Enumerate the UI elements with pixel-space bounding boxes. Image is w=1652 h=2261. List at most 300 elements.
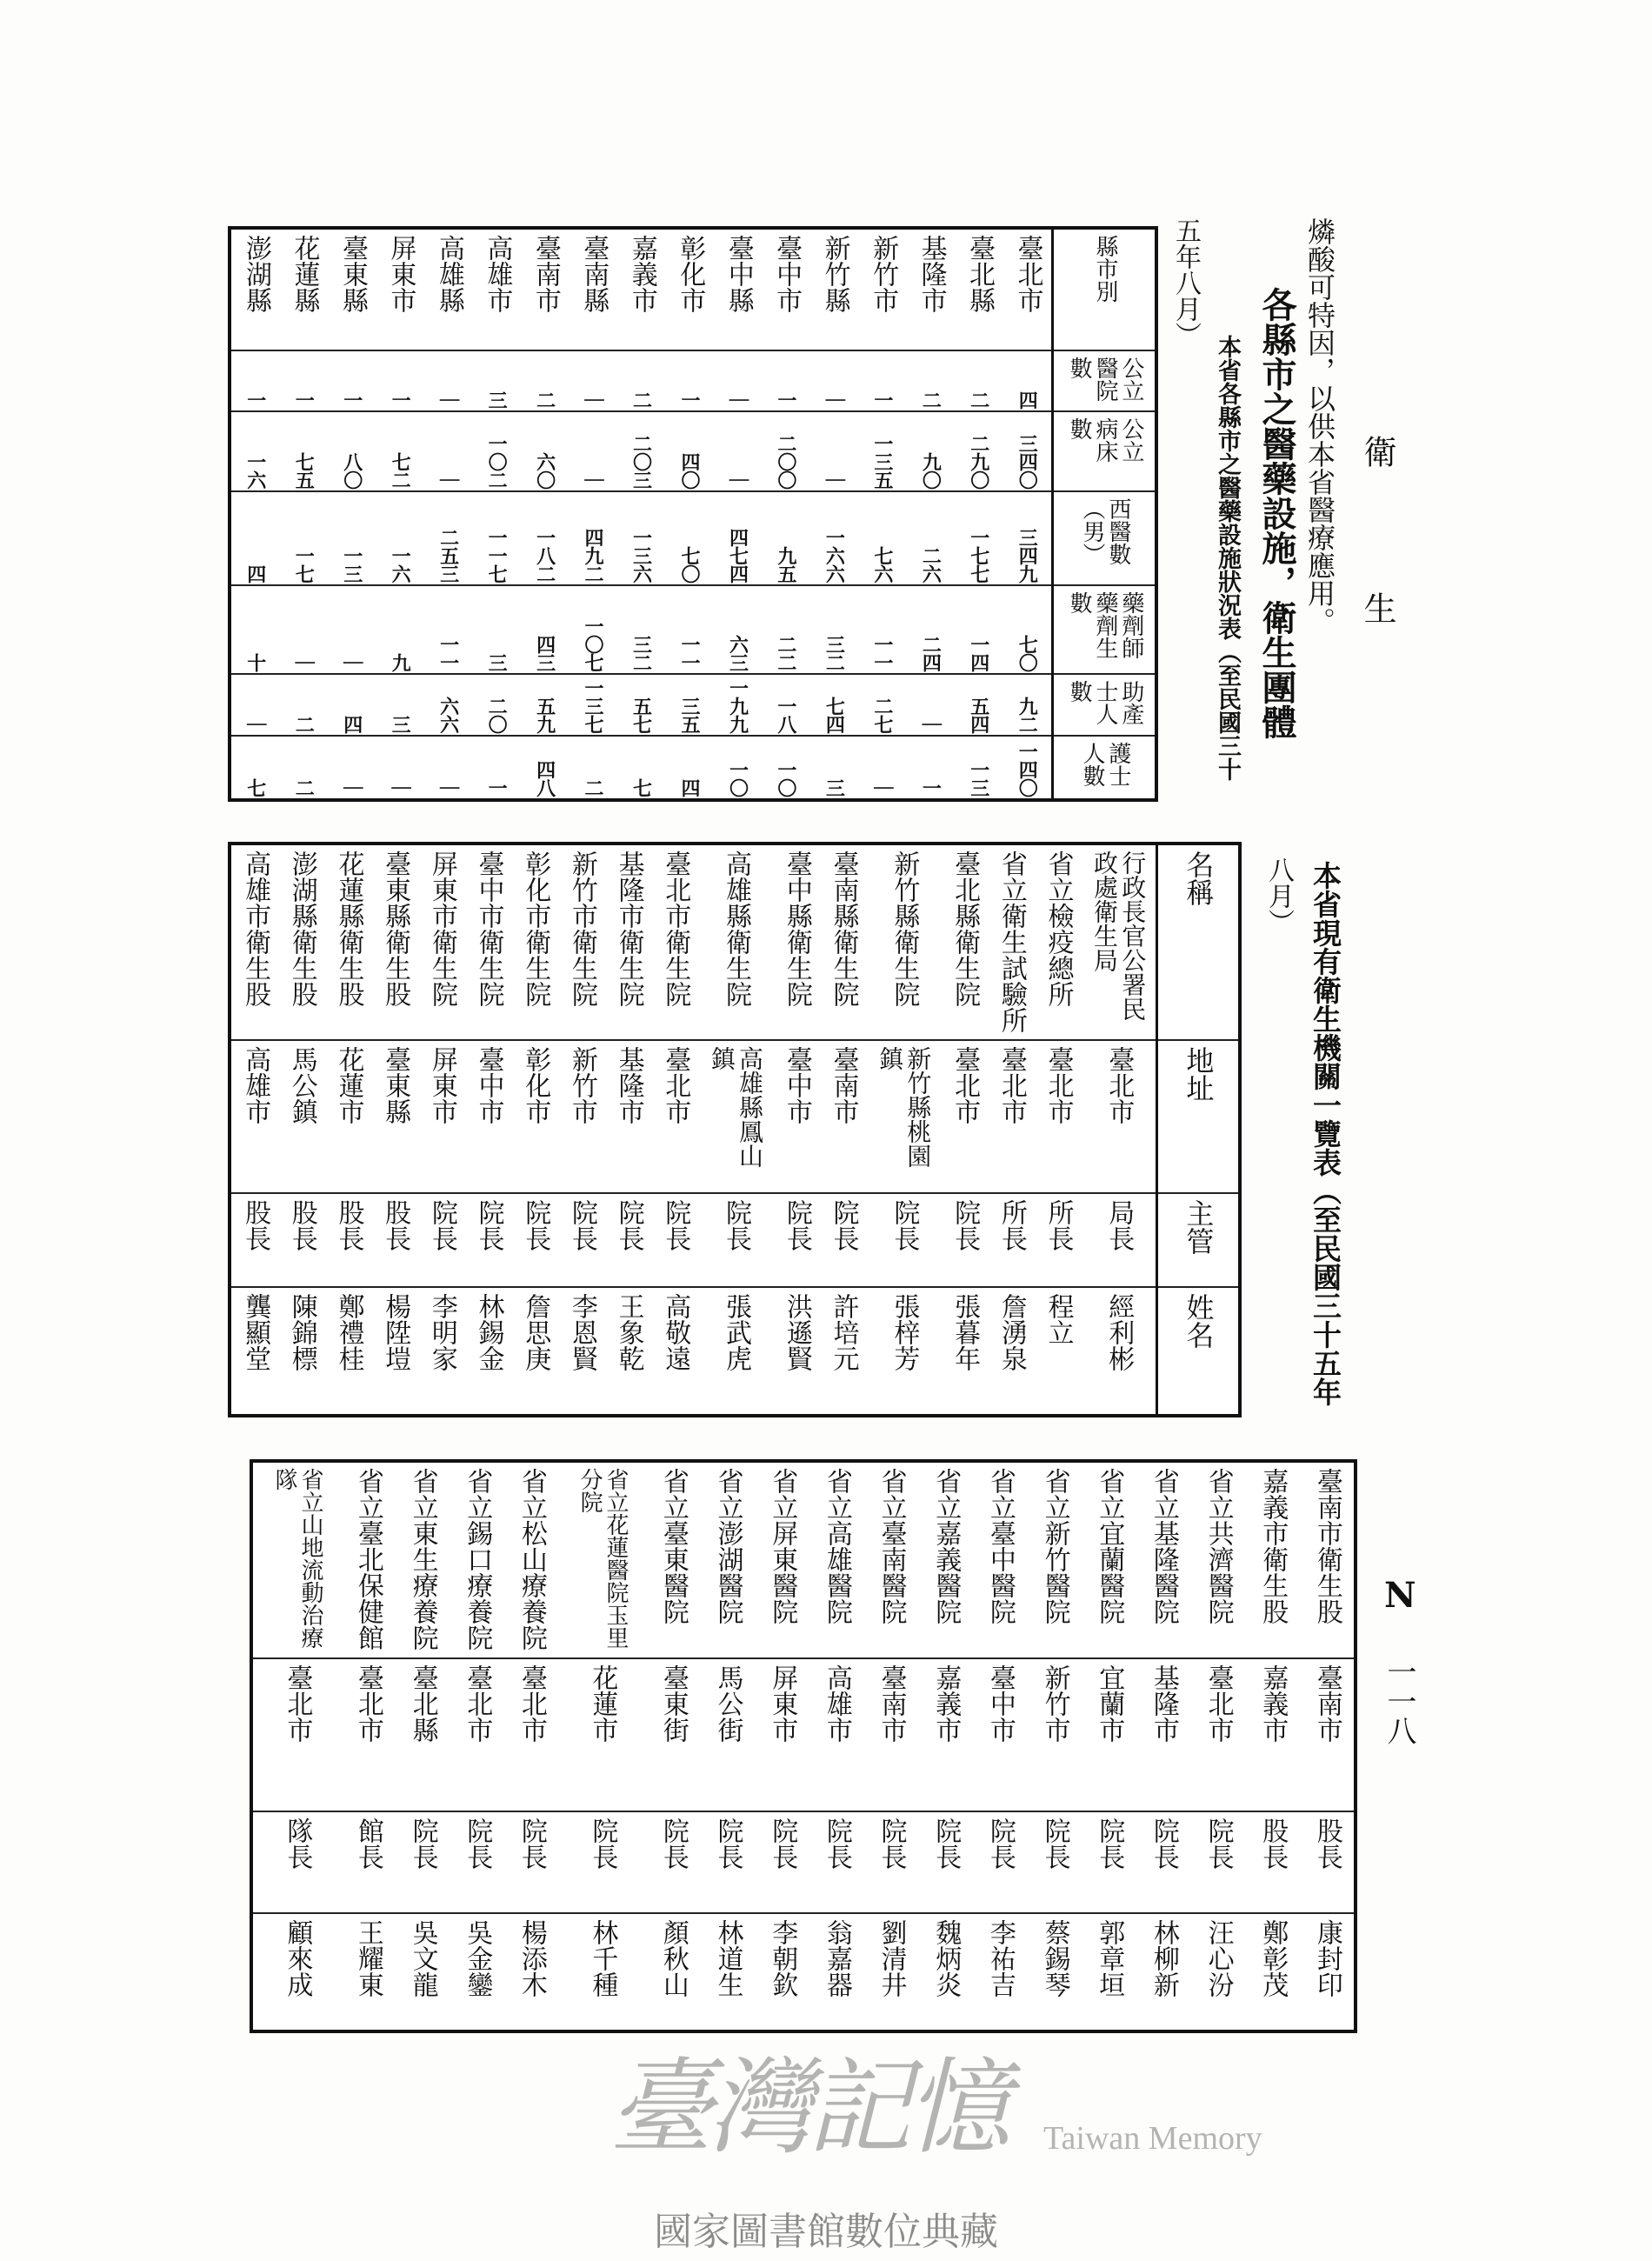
cell-地址: 臺北市: [988, 1041, 1035, 1194]
cell-姓名: 張暮年: [949, 1293, 981, 1371]
cell-主管: 股長: [278, 1194, 325, 1288]
cell-縣市別: 臺北市: [1003, 230, 1051, 351]
cell-姓名: 程立: [1042, 1293, 1074, 1345]
intro-line: 燐酸可特因，以供本省醫療應用。: [1303, 217, 1336, 635]
cell-助產士人數: 三: [376, 675, 423, 737]
table-row: [698, 845, 773, 1414]
cell-藥劑師藥劑生數: ｜: [328, 586, 376, 676]
cell-護士人數: 二: [292, 778, 316, 797]
cell-助產士人數: 五七: [617, 675, 665, 737]
cell-名稱: 澎湖縣衛生股: [278, 845, 325, 1041]
table-row: [1190, 1463, 1245, 2030]
cell-1: 宜蘭市: [1082, 1659, 1136, 1812]
cell-0: 省立高雄醫院: [809, 1463, 863, 1659]
table-row: [1245, 1463, 1300, 2030]
cell-藥劑師藥劑生數: 十: [231, 586, 279, 676]
cell-名稱: 臺北市衛生院: [651, 845, 698, 1041]
cell-名稱: 臺中縣衛生院: [773, 845, 820, 1041]
table-row: [1081, 845, 1156, 1414]
cell-3: 康封印: [1311, 1919, 1342, 1998]
cell-助產士人數: 九二: [1003, 675, 1051, 737]
cell-助產士人數: ｜: [907, 675, 955, 737]
cell-主管: 院長: [651, 1194, 698, 1288]
cell-名稱: 彰化市衛生院: [511, 845, 558, 1041]
cell-助產士人數: 五九: [521, 675, 569, 737]
cell-公立醫院數: 一: [858, 351, 906, 413]
cell-主管: 院長: [773, 1194, 820, 1288]
cell-3: 李祐吉: [984, 1919, 1016, 1998]
cell-1: 嘉義市: [1245, 1659, 1300, 1812]
cell-主管: 股長: [324, 1194, 371, 1288]
cell-縣市別: 高雄縣: [424, 230, 472, 351]
table-row: [1034, 845, 1081, 1414]
cell-名稱: 臺中市衛生院: [464, 845, 511, 1041]
cell-縣市別: 澎湖縣: [231, 230, 279, 351]
cell-助產士人數: 三五: [665, 675, 713, 737]
cell-助產士人數: 一八: [762, 675, 809, 737]
running-head-right: 生: [1358, 591, 1396, 624]
cell-1: 臺中市: [972, 1659, 1027, 1812]
cell-0: 省立澎湖醫院: [700, 1463, 755, 1659]
cell-0: 省立共濟醫院: [1190, 1463, 1245, 1659]
column-header: 地址: [1158, 1041, 1238, 1194]
footer-credit: 國家圖書館數位典藏: [654, 2210, 998, 2254]
cell-主管: 院長: [464, 1194, 511, 1288]
cell-護士人數: 一〇: [726, 760, 749, 797]
cell-名稱: 基隆市衛生院: [604, 845, 651, 1041]
cell-西醫數（男）: 一七: [280, 492, 328, 586]
cell-1: 臺北市: [450, 1659, 504, 1812]
cell-主管: 院長: [511, 1194, 558, 1288]
cell-公立病床數: 一三五: [858, 412, 906, 492]
cell-助產士人數: ｜: [231, 675, 279, 737]
cell-3: 翁嘉器: [821, 1919, 852, 1998]
cell-公立病床數: 四〇: [665, 412, 713, 492]
cell-2: 院長: [918, 1812, 973, 1914]
table-row: [569, 230, 616, 798]
cell-2: 院長: [972, 1812, 1027, 1914]
cell-公立醫院數: ｜: [714, 351, 762, 413]
cell-0: 省立花蓮醫院玉里分院: [558, 1463, 645, 1659]
cell-姓名: 張武虎: [721, 1293, 752, 1371]
cell-公立病床數: ｜: [714, 412, 762, 492]
cell-護士人數: ｜: [389, 778, 412, 797]
cell-公立病床數: 二〇三: [617, 412, 665, 492]
cell-3: 汪心汾: [1202, 1919, 1234, 1998]
cell-助產士人數: 四: [328, 675, 376, 737]
table-row: [858, 230, 906, 798]
cell-3: 吳文龍: [407, 1919, 438, 1998]
cell-縣市別: 嘉義市: [617, 230, 665, 351]
cell-3: 郭章垣: [1094, 1919, 1125, 1998]
cell-名稱: 臺東縣衛生股: [371, 845, 418, 1041]
cell-姓名: 王象乾: [613, 1293, 644, 1371]
table-row: [866, 845, 941, 1414]
cell-地址: 臺北市: [1081, 1041, 1156, 1194]
cell-主管: 院長: [558, 1194, 605, 1288]
column-header: 西醫數（男）: [1054, 492, 1155, 586]
cell-3: 蔡錫琴: [1039, 1919, 1070, 1998]
cell-公立醫院數: 三: [472, 351, 520, 413]
cell-公立病床數: 三四〇: [1003, 412, 1051, 492]
table-row: [424, 230, 472, 798]
cell-縣市別: 臺東縣: [328, 230, 376, 351]
column-header: 縣市別: [1054, 230, 1155, 351]
table-row: [1299, 1463, 1354, 2030]
table-row: [231, 845, 278, 1414]
cell-藥劑師藥劑生數: 一一: [665, 586, 713, 676]
cell-3: 李朝欽: [767, 1919, 798, 1998]
cell-0: 省立東生療養院: [395, 1463, 450, 1659]
section-heading: 各縣市之醫藥設施，衛生團體: [1256, 287, 1297, 739]
column-header: 主管: [1158, 1194, 1238, 1288]
table-row: [714, 230, 762, 798]
cell-公立病床數: ｜: [424, 412, 472, 492]
cell-3: 楊添木: [516, 1919, 547, 1998]
cell-2: 隊長: [253, 1812, 340, 1914]
column-header: 姓名: [1182, 1293, 1216, 1349]
cell-3: 顧來成: [282, 1919, 313, 1998]
cell-西醫數（男）: 七六: [858, 492, 906, 586]
cell-2: 院長: [1190, 1812, 1245, 1914]
cell-姓名: 林錫金: [473, 1293, 504, 1371]
cell-助產士人數: 一三七: [569, 675, 616, 737]
cell-2: 院長: [863, 1812, 918, 1914]
column-header: 助產士人數: [1054, 675, 1155, 737]
cell-2: 院長: [809, 1812, 863, 1914]
cell-公立病床數: ｜: [810, 412, 858, 492]
cell-縣市別: 新竹市: [858, 230, 906, 351]
cell-縣市別: 高雄市: [472, 230, 520, 351]
cell-藥劑師藥劑生數: 四三: [521, 586, 569, 676]
cell-2: 館長: [340, 1812, 395, 1914]
cell-名稱: 臺北縣衛生院: [941, 845, 988, 1041]
cell-1: 臺北市: [1190, 1659, 1245, 1812]
cell-公立病床數: 一六: [231, 412, 279, 492]
cell-2: 院長: [1027, 1812, 1082, 1914]
cell-主管: 院長: [866, 1194, 941, 1288]
cell-1: 臺北縣: [395, 1659, 450, 1812]
table-row: [773, 845, 820, 1414]
cell-地址: 臺南市: [819, 1041, 866, 1194]
cell-2: 股長: [1299, 1812, 1354, 1914]
cell-姓名: 陳錦標: [286, 1293, 317, 1371]
table-row: [604, 845, 651, 1414]
table-row: [521, 230, 569, 798]
table-row: [1136, 1463, 1190, 2030]
table-row: [340, 1463, 395, 2030]
cell-2: 院長: [645, 1812, 700, 1914]
table-row: [328, 230, 376, 798]
cell-3: 林柳新: [1148, 1919, 1179, 1998]
cell-西醫數（男）: 三四九: [1003, 492, 1051, 586]
cell-西醫數（男）: 一三: [328, 492, 376, 586]
cell-2: 院長: [558, 1812, 645, 1914]
cell-0: 嘉義市衛生股: [1245, 1463, 1300, 1659]
cell-護士人數: ｜: [870, 778, 894, 797]
table-row: [472, 230, 520, 798]
cell-3: 王耀東: [352, 1919, 383, 1998]
cell-藥劑師藥劑生數: 一一: [424, 586, 472, 676]
cell-3: 鄭彰茂: [1257, 1919, 1289, 1998]
header-column: [1051, 230, 1155, 798]
cell-0: 省立宜蘭醫院: [1082, 1463, 1136, 1659]
cell-公立醫院數: ｜: [569, 351, 616, 413]
cell-藥劑師藥劑生數: 一四: [955, 586, 1003, 676]
cell-地址: 臺北市: [1034, 1041, 1081, 1194]
table-row: [278, 845, 325, 1414]
cell-護士人數: 七: [243, 778, 267, 797]
cell-2: 院長: [1136, 1812, 1190, 1914]
cell-西醫數（男）: 一八二: [521, 492, 569, 586]
cell-藥劑師藥劑生數: 一一: [858, 586, 906, 676]
table-row: [988, 845, 1035, 1414]
cell-藥劑師藥劑生數: 三二: [617, 586, 665, 676]
cell-縣市別: 基隆市: [907, 230, 955, 351]
cell-姓名: 龔顯堂: [240, 1293, 271, 1371]
cell-名稱: 屏東市衛生院: [418, 845, 465, 1041]
table-row: [1082, 1463, 1136, 2030]
cell-公立病床數: 七二: [376, 412, 423, 492]
table-row: [503, 1463, 558, 2030]
cell-助產士人數: 六六: [424, 675, 472, 737]
cell-西醫數（男）: 一六: [376, 492, 423, 586]
cell-公立醫院數: ｜: [810, 351, 858, 413]
cell-1: 基隆市: [1136, 1659, 1190, 1812]
cell-護士人數: 一四〇: [1016, 742, 1039, 797]
cell-西醫數（男）: 二六: [907, 492, 955, 586]
cell-1: 高雄市: [809, 1659, 863, 1812]
table-row: [651, 845, 698, 1414]
cell-0: 省立臺中醫院: [972, 1463, 1027, 1659]
cell-地址: 屏東市: [418, 1041, 465, 1194]
cell-護士人數: 一〇: [774, 760, 797, 797]
cell-公立醫院數: 一: [231, 351, 279, 413]
table-row: [863, 1463, 918, 2030]
cell-1: 花蓮市: [558, 1659, 645, 1812]
cell-0: 省立山地流動治療隊: [253, 1463, 340, 1659]
cell-藥劑師藥劑生數: 一〇七: [569, 586, 616, 676]
cell-地址: 臺中市: [773, 1041, 820, 1194]
cell-公立醫院數: 二: [521, 351, 569, 413]
cell-地址: 新竹市: [558, 1041, 605, 1194]
column-header: 名稱: [1158, 845, 1238, 1041]
cell-地址: 彰化市: [511, 1041, 558, 1194]
cell-主管: 院長: [941, 1194, 988, 1288]
cell-護士人數: 一三: [967, 760, 990, 797]
cell-護士人數: ｜: [340, 778, 363, 797]
cell-縣市別: 臺北縣: [955, 230, 1003, 351]
institutions-table-continued: [250, 1459, 1357, 2033]
cell-0: 省立臺東醫院: [645, 1463, 700, 1659]
table-row: [450, 1463, 504, 2030]
cell-公立醫院數: ｜: [424, 351, 472, 413]
cell-公立病床數: 二〇〇: [762, 412, 809, 492]
table-row: [231, 230, 279, 798]
cell-主管: 院長: [698, 1194, 773, 1288]
table-row: [645, 1463, 700, 2030]
cell-1: 屏東市: [755, 1659, 809, 1812]
cell-地址: 臺北市: [651, 1041, 698, 1194]
cell-0: 省立臺南醫院: [863, 1463, 918, 1659]
cell-西醫數（男）: 一七七: [955, 492, 1003, 586]
table-row: [617, 230, 665, 798]
cell-公立病床數: 九〇: [907, 412, 955, 492]
table-row: [665, 230, 713, 798]
table-row: [253, 1463, 340, 2030]
table-row: [371, 845, 418, 1414]
cell-公立醫院數: 二: [955, 351, 1003, 413]
table2-title-cont: 八月）: [1263, 857, 1294, 935]
cell-公立醫院數: 一: [376, 351, 423, 413]
table-row: [819, 845, 866, 1414]
table-row: [1003, 230, 1051, 798]
cell-名稱: 高雄縣衛生院: [698, 845, 773, 1041]
cell-公立病床數: 七五: [280, 412, 328, 492]
cell-姓名: 經利彬: [1103, 1293, 1135, 1371]
cell-3: 吳金鑾: [462, 1919, 493, 1998]
table-row: [558, 1463, 645, 2030]
table1-title: 本省各縣市之醫藥設施狀況表（至民國三十: [1214, 335, 1241, 781]
cell-姓名: 許培元: [828, 1293, 859, 1371]
cell-2: 院長: [700, 1812, 755, 1914]
cell-主管: 局長: [1081, 1194, 1156, 1288]
watermark-text: Taiwan Memory: [1043, 2120, 1262, 2157]
cell-西醫數（男）: 四七四: [714, 492, 762, 586]
cell-1: 臺北市: [340, 1659, 395, 1812]
column-header: 護士人數: [1079, 742, 1131, 788]
table-row: [464, 845, 511, 1414]
cell-公立醫院數: 一: [762, 351, 809, 413]
table-row: [280, 230, 328, 798]
table2-title: 本省現有衛生機關一覽表（至民國三十五年: [1309, 861, 1342, 1406]
page-number: 一一八: [1382, 1657, 1416, 1745]
cell-公立病床數: 二九〇: [955, 412, 1003, 492]
cell-姓名: 高敬遠: [660, 1293, 691, 1371]
cell-0: 省立臺北保健館: [340, 1463, 395, 1659]
cell-名稱: 花蓮縣衛生股: [324, 845, 371, 1041]
cell-姓名: 詹思庚: [520, 1293, 551, 1371]
table-row: [511, 845, 558, 1414]
cell-0: 省立新竹醫院: [1027, 1463, 1082, 1659]
cell-1: 臺東街: [645, 1659, 700, 1812]
cell-藥劑師藥劑生數: 二四: [907, 586, 955, 676]
cell-護士人數: ｜: [436, 778, 460, 797]
cell-地址: 基隆市: [604, 1041, 651, 1194]
cell-西醫數（男）: 二五三: [424, 492, 472, 586]
cell-藥劑師藥劑生數: 九: [376, 586, 423, 676]
cell-姓名: 詹湧泉: [996, 1293, 1027, 1371]
cell-主管: 所長: [988, 1194, 1035, 1288]
cell-0: 省立基隆醫院: [1136, 1463, 1190, 1659]
table-row: [395, 1463, 450, 2030]
table-row: [558, 845, 605, 1414]
cell-公立病床數: 六〇: [521, 412, 569, 492]
cell-0: 臺南市衛生股: [1299, 1463, 1354, 1659]
cell-1: 馬公街: [700, 1659, 755, 1812]
cell-姓名: 鄭禮桂: [333, 1293, 364, 1371]
page-marker: N: [1384, 1575, 1416, 1616]
running-head-left: 衛: [1358, 435, 1396, 468]
cell-地址: 高雄市: [231, 1041, 278, 1194]
cell-縣市別: 花蓮縣: [280, 230, 328, 351]
cell-2: 院長: [395, 1812, 450, 1914]
cell-名稱: 省立衛生試驗所: [988, 845, 1035, 1041]
cell-1: 嘉義市: [918, 1659, 973, 1812]
cell-公立醫院數: 一: [280, 351, 328, 413]
cell-西醫數（男）: 一六六: [810, 492, 858, 586]
column-header: 公立醫院數: [1054, 351, 1155, 413]
table-row: [941, 845, 988, 1414]
cell-公立醫院數: 四: [1003, 351, 1051, 413]
cell-護士人數: 二: [582, 778, 605, 797]
cell-3: 林千種: [587, 1919, 618, 1998]
cell-護士人數: 四八: [533, 760, 556, 797]
cell-地址: 臺中市: [464, 1041, 511, 1194]
table-row: [907, 230, 955, 798]
cell-縣市別: 屏東市: [376, 230, 423, 351]
cell-0: 省立屏東醫院: [755, 1463, 809, 1659]
cell-公立醫院數: 二: [907, 351, 955, 413]
cell-1: 新竹市: [1027, 1659, 1082, 1812]
cell-公立病床數: 八〇: [328, 412, 376, 492]
cell-主管: 股長: [231, 1194, 278, 1288]
cell-主管: 所長: [1034, 1194, 1081, 1288]
cell-西醫數（男）: 四: [231, 492, 279, 586]
cell-姓名: 楊陞塏: [380, 1293, 411, 1371]
cell-助產士人數: 二七: [858, 675, 906, 737]
cell-0: 省立松山療養院: [503, 1463, 558, 1659]
cell-縣市別: 新竹縣: [810, 230, 858, 351]
table-row: [418, 845, 465, 1414]
column-header: 公立病床數: [1054, 412, 1155, 492]
cell-助產士人數: 五四: [955, 675, 1003, 737]
cell-公立醫院數: 一: [665, 351, 713, 413]
cell-藥劑師藥劑生數: 三二: [810, 586, 858, 676]
cell-2: 院長: [1082, 1812, 1136, 1914]
cell-地址: 花蓮市: [324, 1041, 371, 1194]
cell-主管: 院長: [604, 1194, 651, 1288]
cell-名稱: 新竹市衛生院: [558, 845, 605, 1041]
table-row: [918, 1463, 973, 2030]
cell-0: 省立錫口療養院: [450, 1463, 504, 1659]
cell-姓名: 李恩賢: [566, 1293, 597, 1371]
table1-title-cont: 五年八月）: [1170, 217, 1201, 348]
cell-護士人數: 四: [677, 778, 701, 797]
cell-縣市別: 臺南縣: [569, 230, 616, 351]
cell-1: 臺南市: [863, 1659, 918, 1812]
cell-地址: 新竹縣桃園鎮: [866, 1041, 941, 1194]
cell-2: 院長: [450, 1812, 504, 1914]
cell-1: 臺北市: [253, 1659, 340, 1812]
cell-西醫數（男）: 九五: [762, 492, 809, 586]
table-row: [762, 230, 809, 798]
cell-助產士人數: 二〇: [472, 675, 520, 737]
cell-名稱: 省立檢疫總所: [1034, 845, 1081, 1041]
cell-2: 院長: [755, 1812, 809, 1914]
cell-名稱: 高雄市衛生股: [231, 845, 278, 1041]
cell-3: 林道生: [712, 1919, 743, 1998]
cell-3: 劉清井: [876, 1919, 907, 1998]
cell-西醫數（男）: 四九二: [569, 492, 616, 586]
cell-公立醫院數: 二: [617, 351, 665, 413]
table-row: [324, 845, 371, 1414]
cell-0: 省立嘉義醫院: [918, 1463, 973, 1659]
cell-1: 臺北市: [503, 1659, 558, 1812]
cell-主管: 院長: [418, 1194, 465, 1288]
cell-名稱: 臺南縣衛生院: [819, 845, 866, 1041]
cell-3: 顏秋山: [657, 1919, 689, 1998]
